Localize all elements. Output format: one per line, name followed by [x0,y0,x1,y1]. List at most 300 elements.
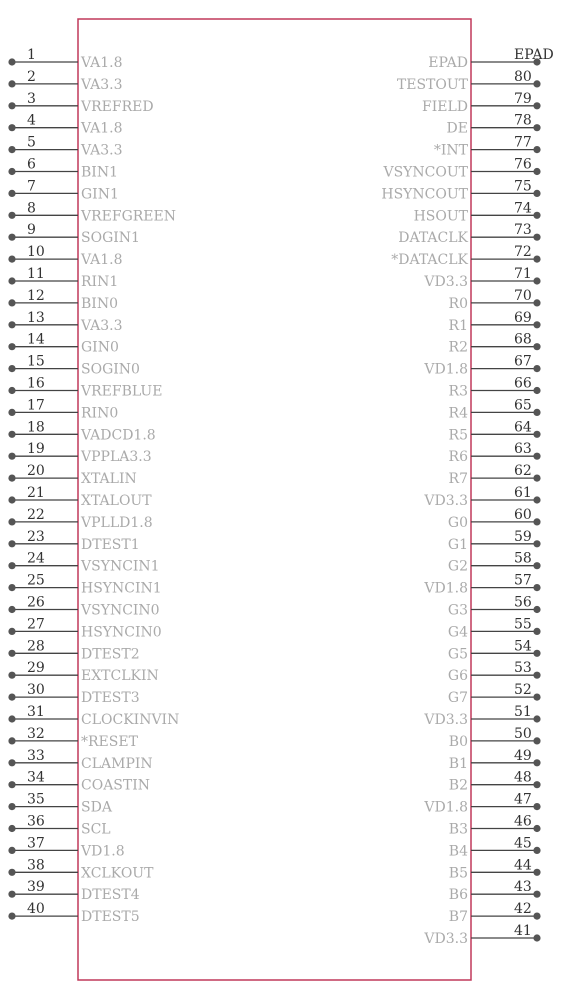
pin-terminal-dot [8,168,15,175]
pin-name: XTALOUT [81,493,152,509]
pin-terminal-dot [533,431,540,438]
pin-terminal-dot [8,518,15,525]
pin-number: 45 [514,835,532,852]
right-pin-group [381,47,553,947]
pin-number: 61 [514,485,532,501]
pin-name: VREFRED [81,98,154,115]
pin-terminal-dot [533,518,540,525]
pin-name: VPLLD1.8 [81,514,153,531]
pin-terminal-dot [533,628,540,635]
pin-name: VD3.3 [424,931,468,947]
pin-number: 80 [514,68,532,85]
pin-number: 55 [514,616,532,633]
left-pin-8 [8,200,176,224]
right-pin-45 [449,835,541,859]
pin-number: 48 [514,769,532,786]
left-pin-26 [8,595,159,619]
pin-number: 59 [514,528,532,545]
pin-number: 11 [27,266,45,282]
left-pin-1 [8,47,122,71]
pin-number: 35 [27,791,45,808]
pin-number: 72 [514,244,532,261]
pin-number: 36 [27,813,45,830]
pin-name: DTEST4 [81,887,140,904]
pin-name: G3 [447,602,468,619]
pin-name: VSYNCIN1 [81,558,160,575]
left-pin-36 [8,814,110,838]
pin-terminal-dot [8,496,15,503]
pin-number: 28 [27,638,45,655]
pin-terminal-dot [8,847,15,854]
right-pin-54 [448,638,541,662]
pin-number: 50 [514,725,532,742]
left-pin-37 [8,835,124,859]
pin-number: 70 [514,287,532,304]
pin-number: 69 [514,309,532,326]
pin-number: 21 [27,485,45,501]
pin-terminal-dot [8,694,15,701]
right-pin-59 [448,529,541,553]
pin-name: BIN1 [81,164,118,181]
pin-number: 34 [27,769,45,786]
pin-number: 29 [27,660,45,677]
pin-name: R0 [448,295,468,312]
pin-terminal-dot [8,650,15,657]
pin-name: RIN1 [81,274,119,290]
right-pin-74 [414,200,541,224]
pin-name: *DATACLK [391,252,468,269]
pin-terminal-dot [8,80,15,87]
right-pin-80 [397,69,541,93]
pin-terminal-dot [8,891,15,898]
pin-name: VD1.8 [424,361,468,378]
pin-number: 22 [27,506,45,523]
right-pin-70 [449,288,541,312]
pin-number: 52 [514,682,532,699]
pin-terminal-dot [533,562,540,569]
pin-terminal-dot [8,453,15,460]
pin-terminal-dot [8,475,15,482]
pin-terminal-dot [8,146,15,153]
left-pin-30 [8,682,139,706]
pin-number: 68 [514,331,532,348]
pin-name: G1 [447,536,468,553]
left-pin-6 [8,157,118,181]
left-pin-28 [8,638,139,662]
pin-number: 41 [514,923,532,939]
pin-name: B5 [448,865,468,882]
pin-name: EPAD [428,55,468,71]
pin-terminal-dot [533,387,540,394]
pin-name: *INT [433,142,468,159]
pin-terminal-dot [8,365,15,372]
pin-number: 8 [27,200,36,217]
pin-name: HSYNCIN0 [81,624,162,641]
pin-terminal-dot [533,102,540,109]
pin-terminal-dot [533,124,540,131]
right-pin-78 [447,113,541,137]
pin-name: CLAMPIN [81,755,153,772]
pin-number: 74 [514,200,532,217]
pin-terminal-dot [533,737,540,744]
pin-name: HSYNCIN1 [81,580,162,597]
right-pin-60 [448,507,541,531]
pin-name: HSOUT [413,208,468,225]
right-pin-49 [449,748,541,772]
pin-terminal-dot [8,299,15,306]
pin-number: 31 [27,704,45,720]
left-pin-34 [8,770,150,794]
pin-number: 19 [27,441,45,458]
pin-terminal-dot [533,606,540,613]
pin-number: 3 [27,90,36,107]
pin-terminal-dot [8,759,15,766]
right-pin-72 [391,244,540,268]
left-pin-15 [8,354,140,378]
pin-name: R5 [448,427,468,444]
pin-number: 76 [514,156,532,173]
pin-terminal-dot [8,190,15,197]
pin-terminal-dot [8,277,15,284]
left-pin-33 [8,748,152,772]
pin-terminal-dot [533,256,540,263]
pin-name: DE [446,120,468,137]
pin-name: G5 [447,646,468,663]
pin-terminal-dot [533,891,540,898]
pin-name: DTEST1 [81,536,140,553]
pin-number: 43 [514,879,532,896]
pin-name: B1 [448,755,468,772]
pin-number: 63 [514,441,532,458]
pin-name: R6 [448,449,468,466]
pin-name: BIN0 [81,295,118,312]
pin-terminal-dot [533,365,540,372]
pin-number: 15 [27,353,45,370]
pin-terminal-dot [8,562,15,569]
pin-name: VA3.3 [81,76,123,93]
pin-name: VD3.3 [424,274,468,290]
pin-name: XTALIN [81,471,137,488]
right-pin-63 [449,441,541,465]
pin-number: 26 [27,594,45,611]
pin-terminal-dot [533,825,540,832]
pin-terminal-dot [8,715,15,722]
pin-number: 49 [514,747,532,764]
pin-terminal-dot [533,496,540,503]
pin-terminal-dot [533,277,540,284]
right-pin-47 [423,792,540,816]
pin-terminal-dot [8,913,15,920]
pin-name: DATACLK [398,230,468,247]
pin-name: VD3.3 [424,712,468,728]
pin-name: VA3.3 [81,142,123,159]
pin-name: R2 [448,339,468,356]
pin-name: R1 [448,317,468,334]
pin-name: VA1.8 [81,252,123,269]
pin-number: 75 [514,178,532,195]
pin-number: 4 [27,112,36,129]
pin-number: 33 [27,747,45,764]
pin-number: 53 [514,660,532,677]
pin-name: VD1.8 [424,799,468,816]
pin-name: CLOCKINVIN [81,712,180,728]
pin-name: VD1.8 [424,580,468,597]
pin-terminal-dot [8,803,15,810]
right-pin-75 [381,178,540,202]
right-pin-61 [423,485,540,509]
pin-terminal-dot [533,343,540,350]
pin-number: 42 [514,901,532,918]
pin-terminal-dot [8,212,15,219]
pin-number: 64 [514,419,532,436]
pin-terminal-dot [8,540,15,547]
left-pin-32 [8,726,138,750]
pin-name: G0 [447,514,468,531]
pin-terminal-dot [8,584,15,591]
left-pin-20 [8,463,136,487]
right-pin-51 [423,704,540,728]
pin-name: SDA [81,799,112,816]
pin-name: VADCD1.8 [81,427,156,444]
pin-name: B7 [448,909,468,926]
pin-terminal-dot [533,475,540,482]
left-pin-9 [8,222,140,246]
pin-number: 25 [27,572,45,589]
pin-number: 44 [514,857,532,874]
right-pin-58 [448,551,541,575]
left-pin-29 [8,660,158,684]
pin-number: 77 [514,134,532,151]
right-pin-76 [382,157,540,181]
left-pin-18 [8,419,155,443]
pin-name: B0 [448,733,468,750]
right-pin-50 [449,726,541,750]
right-pin-65 [449,397,541,421]
pin-number: 56 [514,594,532,611]
left-pin-12 [8,288,118,312]
right-pin-epad [428,47,553,71]
pin-number: 58 [514,550,532,567]
pin-terminal-dot [533,803,540,810]
left-pin-40 [8,901,139,925]
pin-number: 14 [27,331,45,348]
pin-number: 62 [514,463,532,480]
pin-number: 60 [514,506,532,523]
pin-name: VPPLA3.3 [81,449,152,466]
pin-terminal-dot [533,409,540,416]
pin-terminal-dot [533,299,540,306]
pin-number: 2 [27,68,36,85]
pin-name: G2 [447,558,468,575]
right-pin-46 [449,814,541,838]
pin-terminal-dot [533,759,540,766]
pin-name: VA1.8 [81,120,123,137]
pin-name: R4 [448,405,468,422]
pin-name: R3 [448,383,468,400]
right-pin-55 [448,616,541,640]
pin-name: SOGIN0 [81,361,140,378]
pin-name: TESTOUT [396,76,468,93]
pin-number: 79 [514,90,532,107]
right-pin-53 [448,660,541,684]
pin-name: FIELD [422,98,468,115]
pin-terminal-dot [533,694,540,701]
pin-number: 67 [514,353,532,370]
pin-number: EPAD [514,47,554,63]
left-pin-19 [8,441,151,465]
right-pin-57 [423,573,540,597]
left-pin-4 [8,113,122,137]
pin-name: G6 [447,668,468,685]
left-pin-5 [8,135,122,159]
pin-number: 18 [27,419,45,436]
right-pin-56 [448,595,541,619]
left-pin-17 [8,397,118,421]
left-pin-3 [8,91,153,115]
pin-number: 1 [27,47,36,63]
pin-terminal-dot [533,146,540,153]
pin-name: *RESET [81,733,138,750]
pin-terminal-dot [8,321,15,328]
pin-name: RIN0 [81,405,119,422]
pin-terminal-dot [8,387,15,394]
left-pin-10 [8,244,122,268]
pin-name: DTEST3 [81,690,140,707]
pin-terminal-dot [533,80,540,87]
pin-number: 27 [27,616,45,633]
right-pin-52 [448,682,541,706]
pin-terminal-dot [533,212,540,219]
left-pin-23 [8,529,139,553]
pin-number: 73 [514,222,532,239]
pin-number: 12 [27,287,45,304]
pin-number: 5 [27,134,36,151]
pin-name: GIN0 [81,339,119,356]
left-pin-22 [8,507,152,531]
pin-terminal-dot [533,672,540,679]
pin-number: 65 [514,397,532,414]
pin-terminal-dot [533,168,540,175]
pin-name: G7 [447,690,468,707]
pin-terminal-dot [533,584,540,591]
left-pin-38 [8,857,154,881]
left-pin-39 [8,879,139,903]
pin-terminal-dot [533,234,540,241]
left-pin-35 [8,792,112,816]
pin-name: R7 [448,471,468,488]
pin-terminal-dot [8,672,15,679]
pin-number: 6 [27,156,36,173]
pin-terminal-dot [533,847,540,854]
left-pin-27 [8,616,161,640]
left-pin-21 [8,485,152,509]
pin-name: SOGIN1 [81,230,140,247]
pin-name: GIN1 [81,186,119,203]
pin-number: 40 [27,901,45,918]
pin-name: VSYNCOUT [383,164,468,181]
pin-terminal-dot [8,431,15,438]
right-pin-71 [423,266,540,290]
pin-name: VREFBLUE [81,383,163,400]
pin-number: 17 [27,397,45,414]
pin-number: 16 [27,375,45,392]
pin-terminal-dot [8,737,15,744]
right-pin-48 [449,770,541,794]
pin-name: XCLKOUT [81,865,154,882]
right-pin-42 [449,901,541,925]
pin-number: 78 [514,112,532,129]
right-pin-62 [449,463,541,487]
pin-terminal-dot [8,628,15,635]
left-pin-2 [8,69,122,93]
pin-terminal-dot [8,781,15,788]
pin-name: VA1.8 [81,55,123,71]
left-pin-24 [8,551,159,575]
pin-number: 57 [514,572,532,589]
pin-terminal-dot [533,781,540,788]
pin-terminal-dot [8,58,15,65]
pin-terminal-dot [8,256,15,263]
pin-terminal-dot [533,321,540,328]
pin-number: 66 [514,375,532,392]
pin-name: B3 [448,821,468,838]
pin-terminal-dot [8,234,15,241]
pin-terminal-dot [533,869,540,876]
right-pin-44 [449,857,541,881]
pin-name: VSYNCIN0 [81,602,160,619]
pin-name: VD3.3 [424,493,468,509]
pin-terminal-dot [8,124,15,131]
pin-number: 10 [27,244,45,261]
right-pin-41 [423,923,540,947]
pin-terminal-dot [8,825,15,832]
pin-number: 54 [514,638,532,655]
pin-terminal-dot [533,934,540,941]
pin-number: 46 [514,813,532,830]
pin-number: 32 [27,725,45,742]
right-pin-79 [422,91,541,115]
left-pin-25 [8,573,161,597]
pin-name: B2 [448,777,468,794]
pin-terminal-dot [8,343,15,350]
pin-number: 13 [27,309,45,326]
pin-terminal-dot [8,606,15,613]
pin-number: 71 [514,266,532,282]
right-pin-43 [449,879,541,903]
pin-number: 30 [27,682,45,699]
pin-terminal-dot [533,453,540,460]
pin-terminal-dot [533,540,540,547]
pin-name: VD1.8 [81,843,125,860]
pin-name: B6 [448,887,468,904]
right-pin-68 [449,332,541,356]
pin-terminal-dot [533,715,540,722]
left-pin-group [8,47,179,925]
pin-name: G4 [447,624,468,641]
pin-number: 39 [27,879,45,896]
pin-name: VA3.3 [81,317,123,334]
left-pin-13 [8,310,122,334]
pin-name: DTEST2 [81,646,140,663]
right-pin-66 [449,376,541,400]
left-pin-7 [8,178,118,202]
pin-terminal-dot [8,102,15,109]
pin-name: SCL [81,821,111,838]
pin-terminal-dot [8,869,15,876]
right-pin-67 [423,354,540,378]
pin-name: EXTCLKIN [81,668,159,685]
pin-terminal-dot [533,190,540,197]
